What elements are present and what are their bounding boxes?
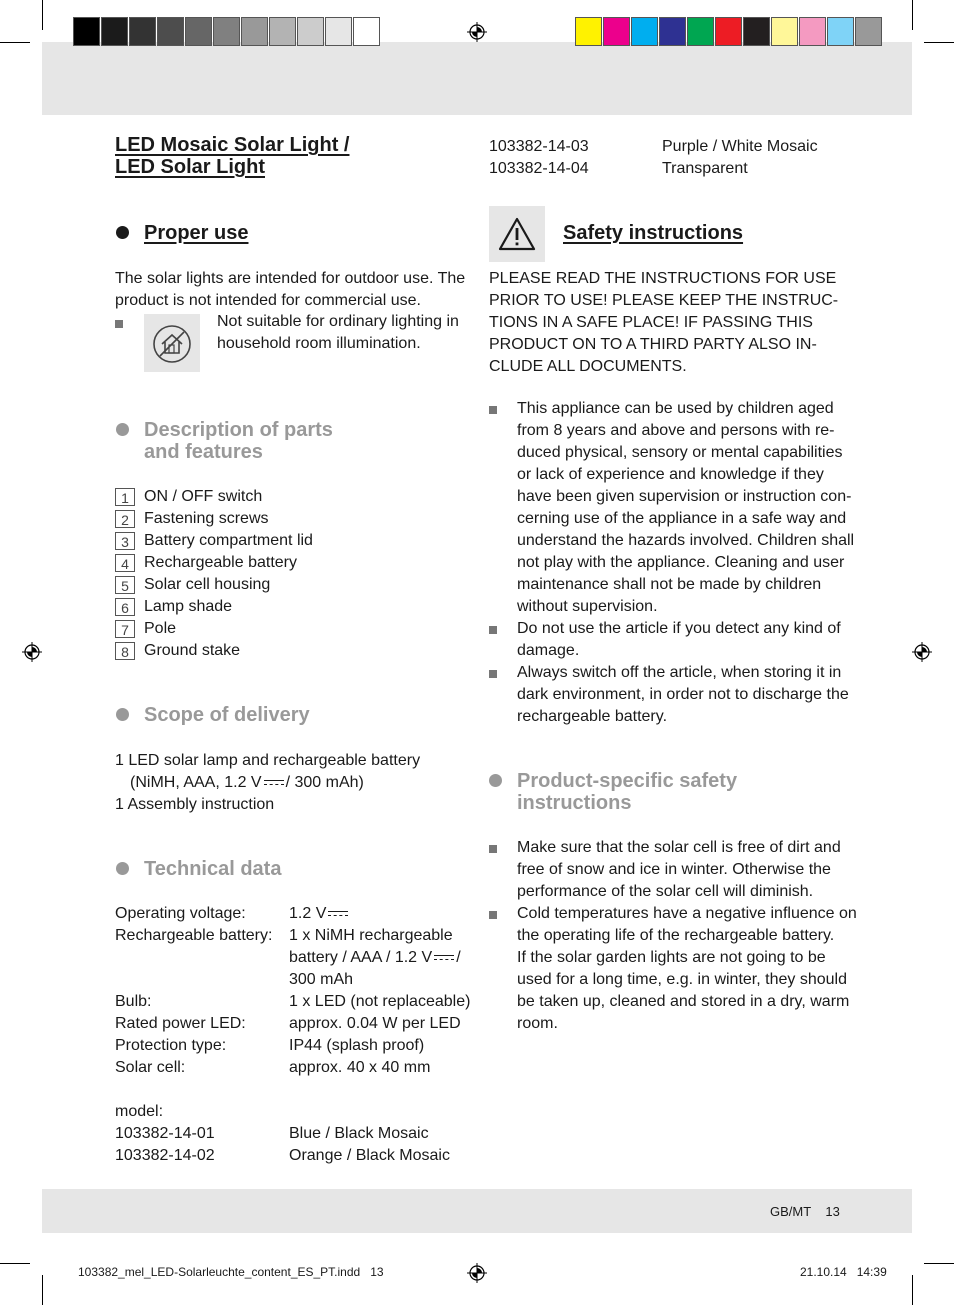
color-swatch	[101, 17, 128, 46]
model-code: 103382-14-01	[115, 1125, 215, 1142]
description-heading	[144, 419, 333, 463]
bullet-line: If the solar garden lights are not going to be	[517, 949, 826, 966]
heading-line: instructions	[517, 792, 632, 814]
model-code: 103382-14-03	[489, 138, 589, 155]
color-swatch	[353, 17, 380, 46]
list-bullet	[489, 911, 497, 919]
color-swatch	[73, 17, 100, 46]
tech-value-text: 1 x NiMH rechargeable	[289, 927, 453, 944]
tech-label: Rechargeable battery:	[115, 927, 273, 944]
bullet-line: rechargeable battery.	[517, 708, 668, 725]
paragraph-line: The solar lights are intended for outdoor use. The	[115, 270, 466, 287]
list-bullet	[489, 670, 497, 678]
list-bullet	[115, 320, 123, 328]
tech-label: Bulb:	[115, 993, 152, 1010]
part-number: 2	[115, 510, 135, 528]
caps-line: CLUDE ALL DOCUMENTS.	[489, 358, 687, 375]
bullet-line: duced physical, sensory or mental capabilities	[517, 444, 843, 461]
dc-symbol-icon	[434, 954, 454, 962]
model-description: Orange / Black Mosaic	[289, 1147, 450, 1164]
part-number: 5	[115, 576, 135, 594]
safety-caps-notice	[489, 268, 838, 378]
bullet-text	[517, 662, 849, 728]
tech-value	[289, 903, 350, 925]
registration-mark-icon	[467, 1263, 487, 1283]
tech-value-text: battery / AAA / 1.2 V	[289, 949, 433, 966]
scope-item-detail	[115, 772, 420, 794]
bullet-line: from 8 years and above and persons with re-	[517, 422, 835, 439]
model-label: model:	[115, 1103, 164, 1120]
section-bullet	[116, 226, 129, 239]
tech-value-text: approx. 40 x 40 mm	[289, 1059, 431, 1076]
bullet-line: maintenance shall not be made by children	[517, 576, 822, 593]
color-swatch	[715, 17, 742, 46]
tech-value	[289, 991, 470, 1013]
color-swatch	[325, 17, 352, 46]
color-swatch	[157, 17, 184, 46]
scope-detail-text: (NiMH, AAA, 1.2 V	[130, 774, 262, 791]
tech-value	[289, 1013, 461, 1035]
tech-value-text: /	[456, 949, 461, 966]
bullet-line: Make sure that the solar cell is free of dirt and	[517, 839, 841, 856]
part-label: ON / OFF switch	[144, 488, 263, 505]
color-swatch	[603, 17, 630, 46]
color-swatch	[631, 17, 658, 46]
note-line: Not suitable for ordinary lighting in	[217, 313, 459, 330]
title-line-1: LED Mosaic Solar Light /	[115, 134, 350, 156]
bullet-line: or lack of experience and knowledge if they	[517, 466, 824, 483]
bullet-line: the operating life of the rechargeable battery.	[517, 927, 835, 944]
part-number: 8	[115, 642, 135, 660]
bullet-line: performance of the solar cell will diminish.	[517, 883, 814, 900]
bullet-line: be taken up, cleaned and stored in a dry, warm	[517, 993, 850, 1010]
part-number: 4	[115, 554, 135, 572]
bullet-line: dark environment, in order not to discharge the	[517, 686, 849, 703]
part-number: 7	[115, 620, 135, 638]
model-description: Blue / Black Mosaic	[289, 1125, 429, 1142]
part-label: Solar cell housing	[144, 576, 271, 593]
color-swatch	[743, 17, 770, 46]
tech-label: Operating voltage:	[115, 905, 246, 922]
heading-line: Product-specific safety	[517, 770, 738, 792]
bullet-text	[517, 903, 857, 1035]
color-swatch	[297, 17, 324, 46]
scope-item: 1 Assembly instruction	[115, 796, 275, 813]
heading-line: Description of parts	[144, 419, 333, 441]
bullet-line: Do not use the article if you detect any kind of	[517, 620, 841, 637]
color-swatch	[241, 17, 268, 46]
bullet-line: Cold temperatures have a negative influence on	[517, 905, 857, 922]
part-number: 1	[115, 488, 135, 506]
proper-use-note	[217, 311, 459, 355]
color-swatch	[771, 17, 798, 46]
tech-value	[289, 947, 461, 969]
heading-line: and features	[144, 441, 263, 463]
part-label: Battery compartment lid	[144, 532, 313, 549]
tech-value-text: 1 x LED (not replaceable)	[289, 993, 471, 1010]
section-bullet	[116, 423, 129, 436]
print-file-name: 103382_mel_LED-Solarleuchte_content_ES_PT.indd 13	[78, 1265, 384, 1279]
bullet-line: used for a long time, e.g. in winter, they should	[517, 971, 847, 988]
scope-heading: Scope of delivery	[144, 704, 310, 726]
color-swatch	[659, 17, 686, 46]
registration-mark-icon	[467, 22, 487, 42]
registration-mark-icon	[22, 642, 42, 662]
tech-label: Solar cell:	[115, 1059, 186, 1076]
bullet-line: without supervision.	[517, 598, 658, 615]
bullet-text	[517, 618, 841, 662]
tech-value	[289, 1057, 430, 1079]
page-number: GB/MT 13	[770, 1204, 840, 1219]
scope-detail-text: / 300 mAh)	[285, 774, 364, 791]
model-description: Transparent	[662, 160, 748, 177]
color-swatch	[213, 17, 240, 46]
color-swatch	[799, 17, 826, 46]
bullet-line: damage.	[517, 642, 580, 659]
warning-triangle-icon	[489, 206, 545, 262]
tech-value-text: IP44 (splash proof)	[289, 1037, 425, 1054]
tech-value	[289, 1035, 424, 1057]
product-safety-heading	[517, 770, 737, 814]
bullet-line: free of snow and ice in winter. Otherwise the	[517, 861, 831, 878]
model-code: 103382-14-02	[115, 1147, 215, 1164]
color-swatch	[129, 17, 156, 46]
tech-value-text: 300 mAh	[289, 971, 354, 988]
bullet-line: This appliance can be used by children aged	[517, 400, 834, 417]
color-swatch	[855, 17, 882, 46]
bullet-line: Always switch off the article, when storing it in	[517, 664, 842, 681]
part-label: Ground stake	[144, 642, 241, 659]
caps-line: PRIOR TO USE! PLEASE KEEP THE INSTRUC-	[489, 292, 839, 309]
section-bullet	[116, 862, 129, 875]
header-band	[42, 42, 912, 115]
tech-label: Rated power LED:	[115, 1015, 246, 1032]
color-swatch	[827, 17, 854, 46]
section-bullet	[116, 708, 129, 721]
print-date: 21.10.14 14:39	[800, 1265, 887, 1279]
title-line-2: LED Solar Light	[115, 156, 265, 178]
list-bullet	[489, 845, 497, 853]
safety-heading: Safety instructions	[563, 222, 744, 244]
proper-use-heading: Proper use	[144, 222, 249, 244]
tech-value-text: approx. 0.04 W per LED	[289, 1015, 461, 1032]
part-label: Fastening screws	[144, 510, 269, 527]
dc-symbol-icon	[264, 779, 284, 787]
registration-mark-icon	[912, 642, 932, 662]
color-swatch	[575, 17, 602, 46]
paragraph-line: product is not intended for commercial use.	[115, 292, 421, 309]
bullet-line: room.	[517, 1015, 558, 1032]
bullet-text	[517, 398, 854, 618]
technical-heading: Technical data	[144, 858, 282, 880]
dc-symbol-icon	[328, 910, 348, 918]
bullet-line: not play with the appliance. Cleaning and user	[517, 554, 845, 571]
note-line: household room illumination.	[217, 335, 421, 352]
list-bullet	[489, 626, 497, 634]
color-swatch	[687, 17, 714, 46]
part-label: Rechargeable battery	[144, 554, 297, 571]
document-title	[115, 134, 349, 178]
color-swatch	[269, 17, 296, 46]
tech-value	[289, 969, 353, 991]
scope-item: 1 LED solar lamp and rechargeable battery	[115, 752, 421, 769]
caps-line: PLEASE READ THE INSTRUCTIONS FOR USE	[489, 270, 837, 287]
proper-use-paragraph	[115, 268, 465, 312]
bullet-line: have been given supervision or instruction con-	[517, 488, 852, 505]
part-label: Pole	[144, 620, 177, 637]
part-number: 3	[115, 532, 135, 550]
part-label: Lamp shade	[144, 598, 233, 615]
tech-value	[289, 925, 453, 947]
caps-line: PRODUCT ON TO A THIRD PARTY ALSO IN-	[489, 336, 817, 353]
tech-value-text: 1.2 V	[289, 905, 327, 922]
list-bullet	[489, 406, 497, 414]
caps-line: TIONS IN A SAFE PLACE! IF PASSING THIS	[489, 314, 813, 331]
model-description: Purple / White Mosaic	[662, 138, 818, 155]
bullet-line: understand the hazards involved. Children shall	[517, 532, 855, 549]
tech-label: Protection type:	[115, 1037, 227, 1054]
bullet-text	[517, 837, 841, 903]
house-crossed-icon	[144, 314, 200, 372]
model-code: 103382-14-04	[489, 160, 589, 177]
section-bullet	[489, 774, 502, 787]
scope-list	[115, 750, 420, 816]
color-swatch	[185, 17, 212, 46]
bullet-line: cerning use of the appliance in a safe way and	[517, 510, 847, 527]
part-number: 6	[115, 598, 135, 616]
